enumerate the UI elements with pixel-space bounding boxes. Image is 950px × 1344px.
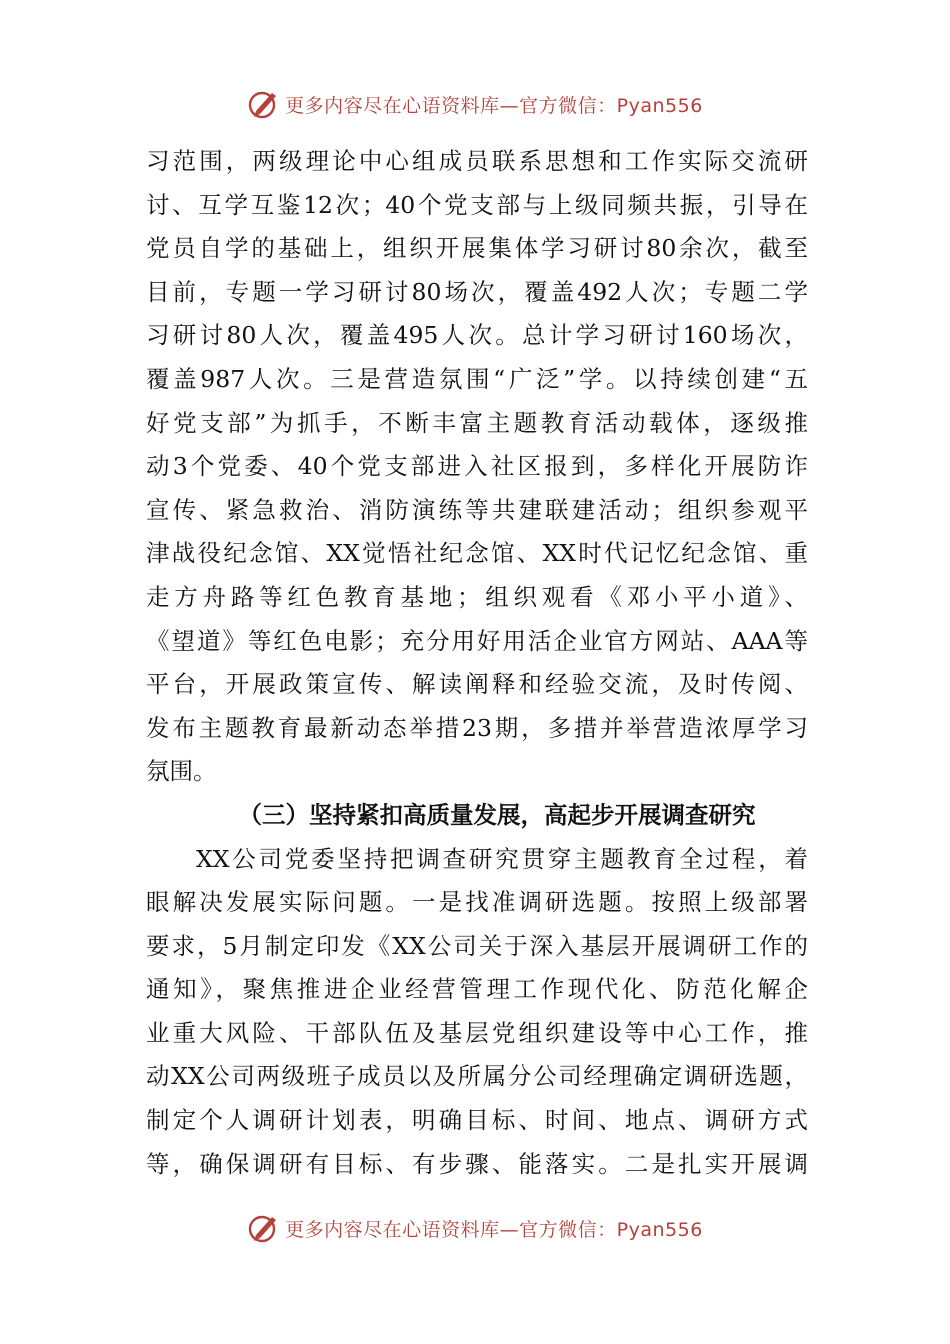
paragraph-line: 平台，开展政策宣传、解读阐释和经验交流，及时传阅、 [146,670,808,699]
paragraph-line: 津战役纪念馆、XX觉悟社纪念馆、XX时代记忆纪念馆、重 [146,539,808,568]
watermark-text: 更多内容尽在心语资料库—官方微信：Pyan556 [285,94,703,117]
paragraph-line: XX公司党委坚持把调查研究贯穿主题教育全过程，着 [196,844,808,873]
paragraph-line: 制定个人调研计划表，明确目标、时间、地点、调研方式 [146,1106,808,1135]
pen-logo-icon [247,87,281,121]
watermark-banner-bottom [0,1208,950,1248]
section-heading: （三）坚持紧扣高质量发展，高起步开展调查研究 [238,800,756,829]
paragraph-line: 覆盖987人次。三是营造氛围“广泛”学。以持续创建“五 [146,364,808,393]
paragraph-line: 动3个党委、40个党支部进入社区报到，多样化开展防诈 [146,452,808,481]
paragraph-line: 宣传、紧急救治、消防演练等共建联建活动；组织参观平 [146,495,808,524]
document-body [146,140,808,1186]
paragraph-line: 发布主题教育最新动态举措23期，多措并举营造浓厚学习 [146,713,808,742]
paragraph-line: 氛围。 [146,757,217,786]
paragraph-line: 习范围，两级理论中心组成员联系思想和工作实际交流研 [146,147,808,175]
paragraph-line: 《望道》等红色电影；充分用好用活企业官方网站、AAA等 [146,626,808,655]
paragraph-line: 目前，专题一学习研讨80场次，覆盖492人次；专题二学 [146,277,808,306]
paragraph-line: 要求，5月制定印发《XX公司关于深入基层开展调研工作的 [146,931,808,960]
paragraph-line: 动XX公司两级班子成员以及所属分公司经理确定调研选题， [146,1062,808,1091]
paragraph-line: 走方舟路等红色教育基地；组织观看《邓小平小道》、 [146,582,808,611]
paragraph-line: 等，确保调研有目标、有步骤、能落实。二是扎实开展调 [146,1149,808,1178]
paragraph-line: 习研讨80人次，覆盖495人次。总计学习研讨160场次， [146,321,808,350]
paragraph-line: 讨、互学互鉴12次；40个党支部与上级同频共振，引导在 [146,190,808,219]
paragraph-line: 业重大风险、干部队伍及基层党组织建设等中心工作，推 [146,1018,808,1047]
paragraph-line: 好党支部”为抓手，不断丰富主题教育活动载体，逐级推 [146,408,808,437]
pen-logo-icon [247,1211,281,1245]
watermark-text: 更多内容尽在心语资料库—官方微信：Pyan556 [285,1218,703,1241]
paragraph-line: 眼解决发展实际问题。一是找准调研选题。按照上级部署 [146,888,808,917]
watermark-banner-top [0,84,950,124]
paragraph-line: 党员自学的基础上，组织开展集体学习研讨80余次，截至 [146,234,808,263]
paragraph-line: 通知》，聚焦推进企业经营管理工作现代化、防范化解企 [146,975,808,1004]
